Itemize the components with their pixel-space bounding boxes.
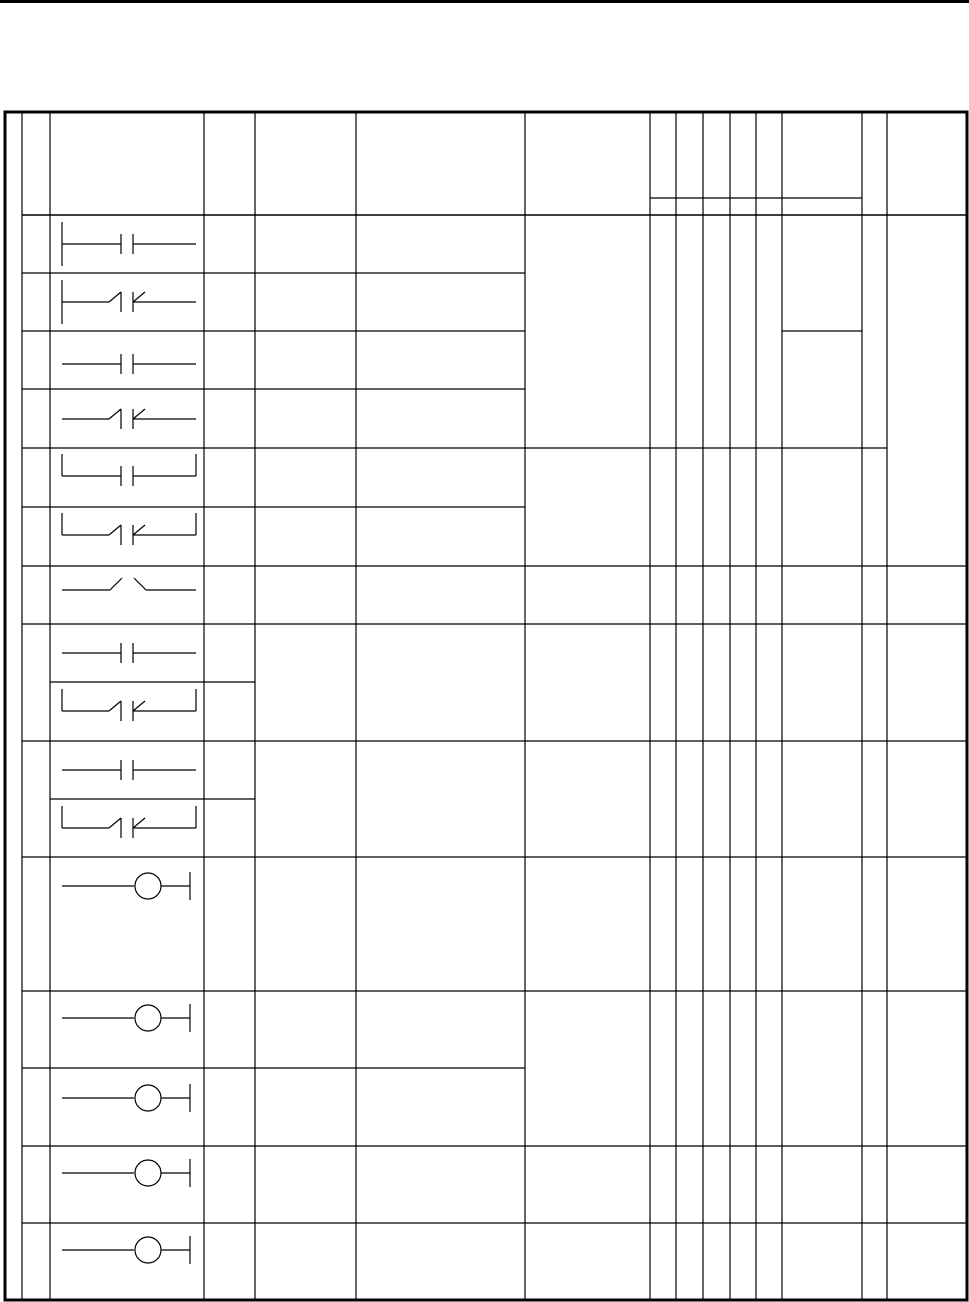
ladder-symbol-coil (62, 1004, 190, 1032)
ladder-symbol-contact-nc-branch (62, 513, 196, 545)
ladder-symbol-contact-nc-branch (62, 689, 196, 721)
ladder-symbols (62, 222, 196, 1264)
ladder-symbol-coil (62, 1236, 190, 1264)
ladder-symbol-contact-no-branch (62, 454, 196, 486)
ladder-symbol-contact-no (62, 354, 196, 374)
ladder-symbol-contact-no (62, 643, 196, 663)
table-border (5, 112, 967, 1300)
table-frame (5, 112, 967, 1300)
ladder-symbol-contact-nc-branch (62, 806, 196, 838)
ladder-symbol-coil (62, 872, 190, 900)
ladder-symbol-coil (62, 1159, 190, 1187)
ladder-symbol-contact-no (62, 760, 196, 780)
ladder-symbol-contact-no-left-rail (62, 222, 196, 266)
ladder-symbol-contact-nc-left-rail (62, 280, 196, 324)
ladder-symbol-contact-nc-open (62, 578, 196, 590)
ladder-symbol-contact-nc (62, 409, 196, 429)
ladder-symbol-coil (62, 1084, 190, 1112)
